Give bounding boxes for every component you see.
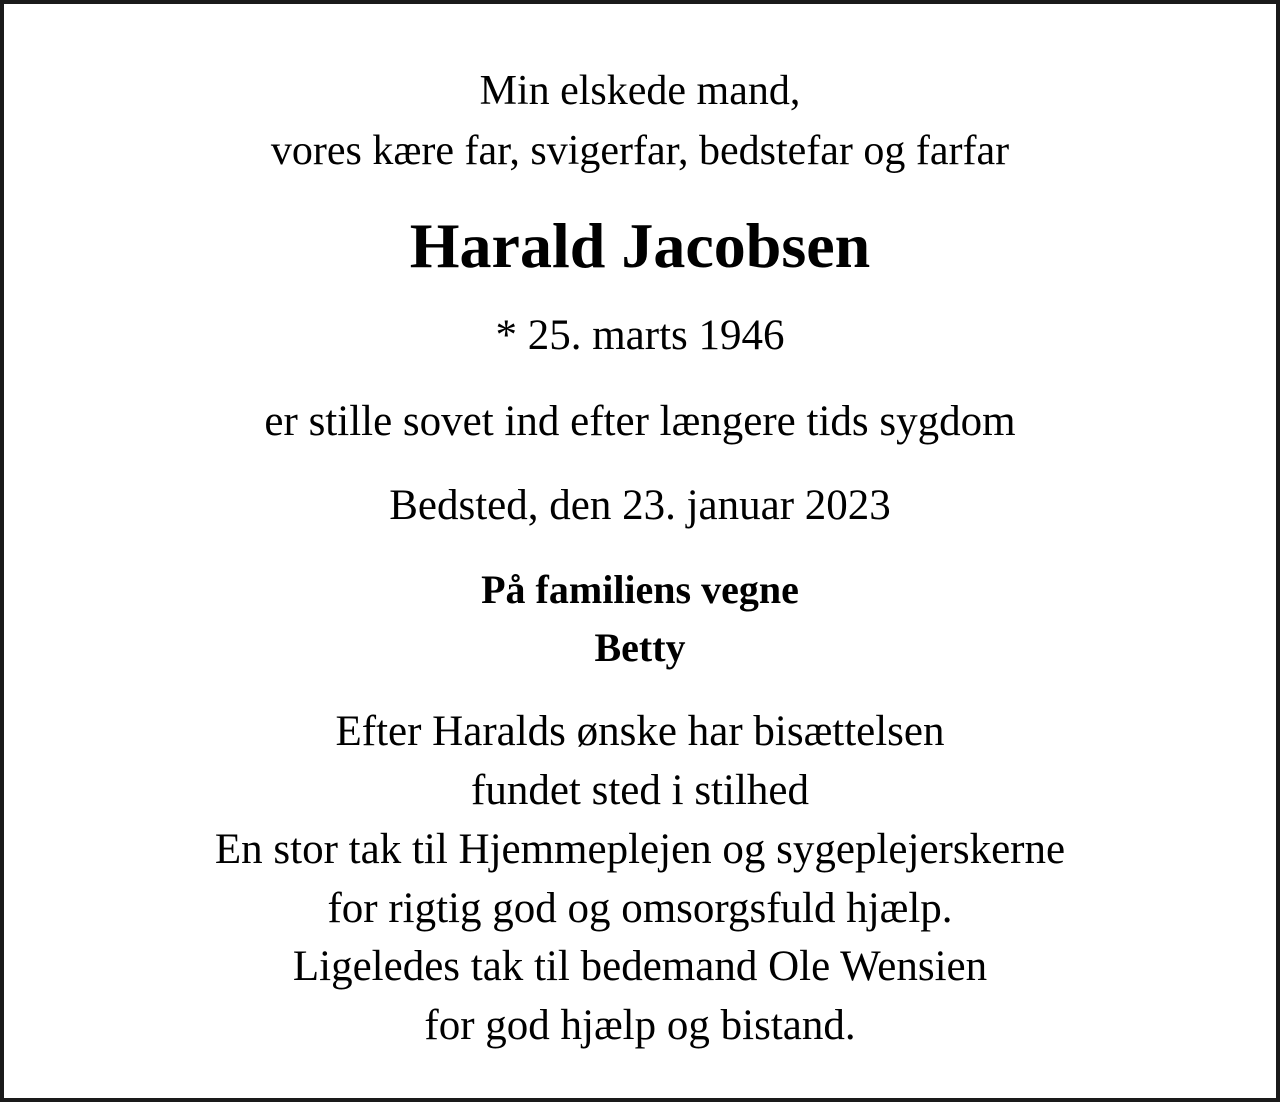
message-line-1: Efter Haralds ønske har bisættelsen [335,708,945,755]
message-line-3: En stor tak til Hjemmeplejen og sygeplejerskerne [214,826,1066,873]
message-line-6: for god hjælp og bistand. [424,1002,856,1049]
intro-line-1: Min elskede mand, [479,68,801,114]
passing-text: er stille sovet ind efter længere tids sygdom [264,398,1016,445]
intro-line-2: vores kære far, svigerfar, bedstefar og farfar [270,128,1010,174]
message-line-4: for rigtig god og omsorgsfuld hjælp. [327,885,953,932]
signature-line-2: Betty [594,625,686,670]
message-line-5: Ligeledes tak til bedemand Ole Wensien [292,943,988,990]
birth-date: * 25. marts 1946 [495,312,785,359]
signature-line-1: På familiens vegne [481,567,799,612]
message-line-2: fundet sted i stilhed [471,767,809,814]
deceased-name: Harald Jacobsen [409,210,871,281]
place-and-date: Bedsted, den 23. januar 2023 [389,482,891,529]
